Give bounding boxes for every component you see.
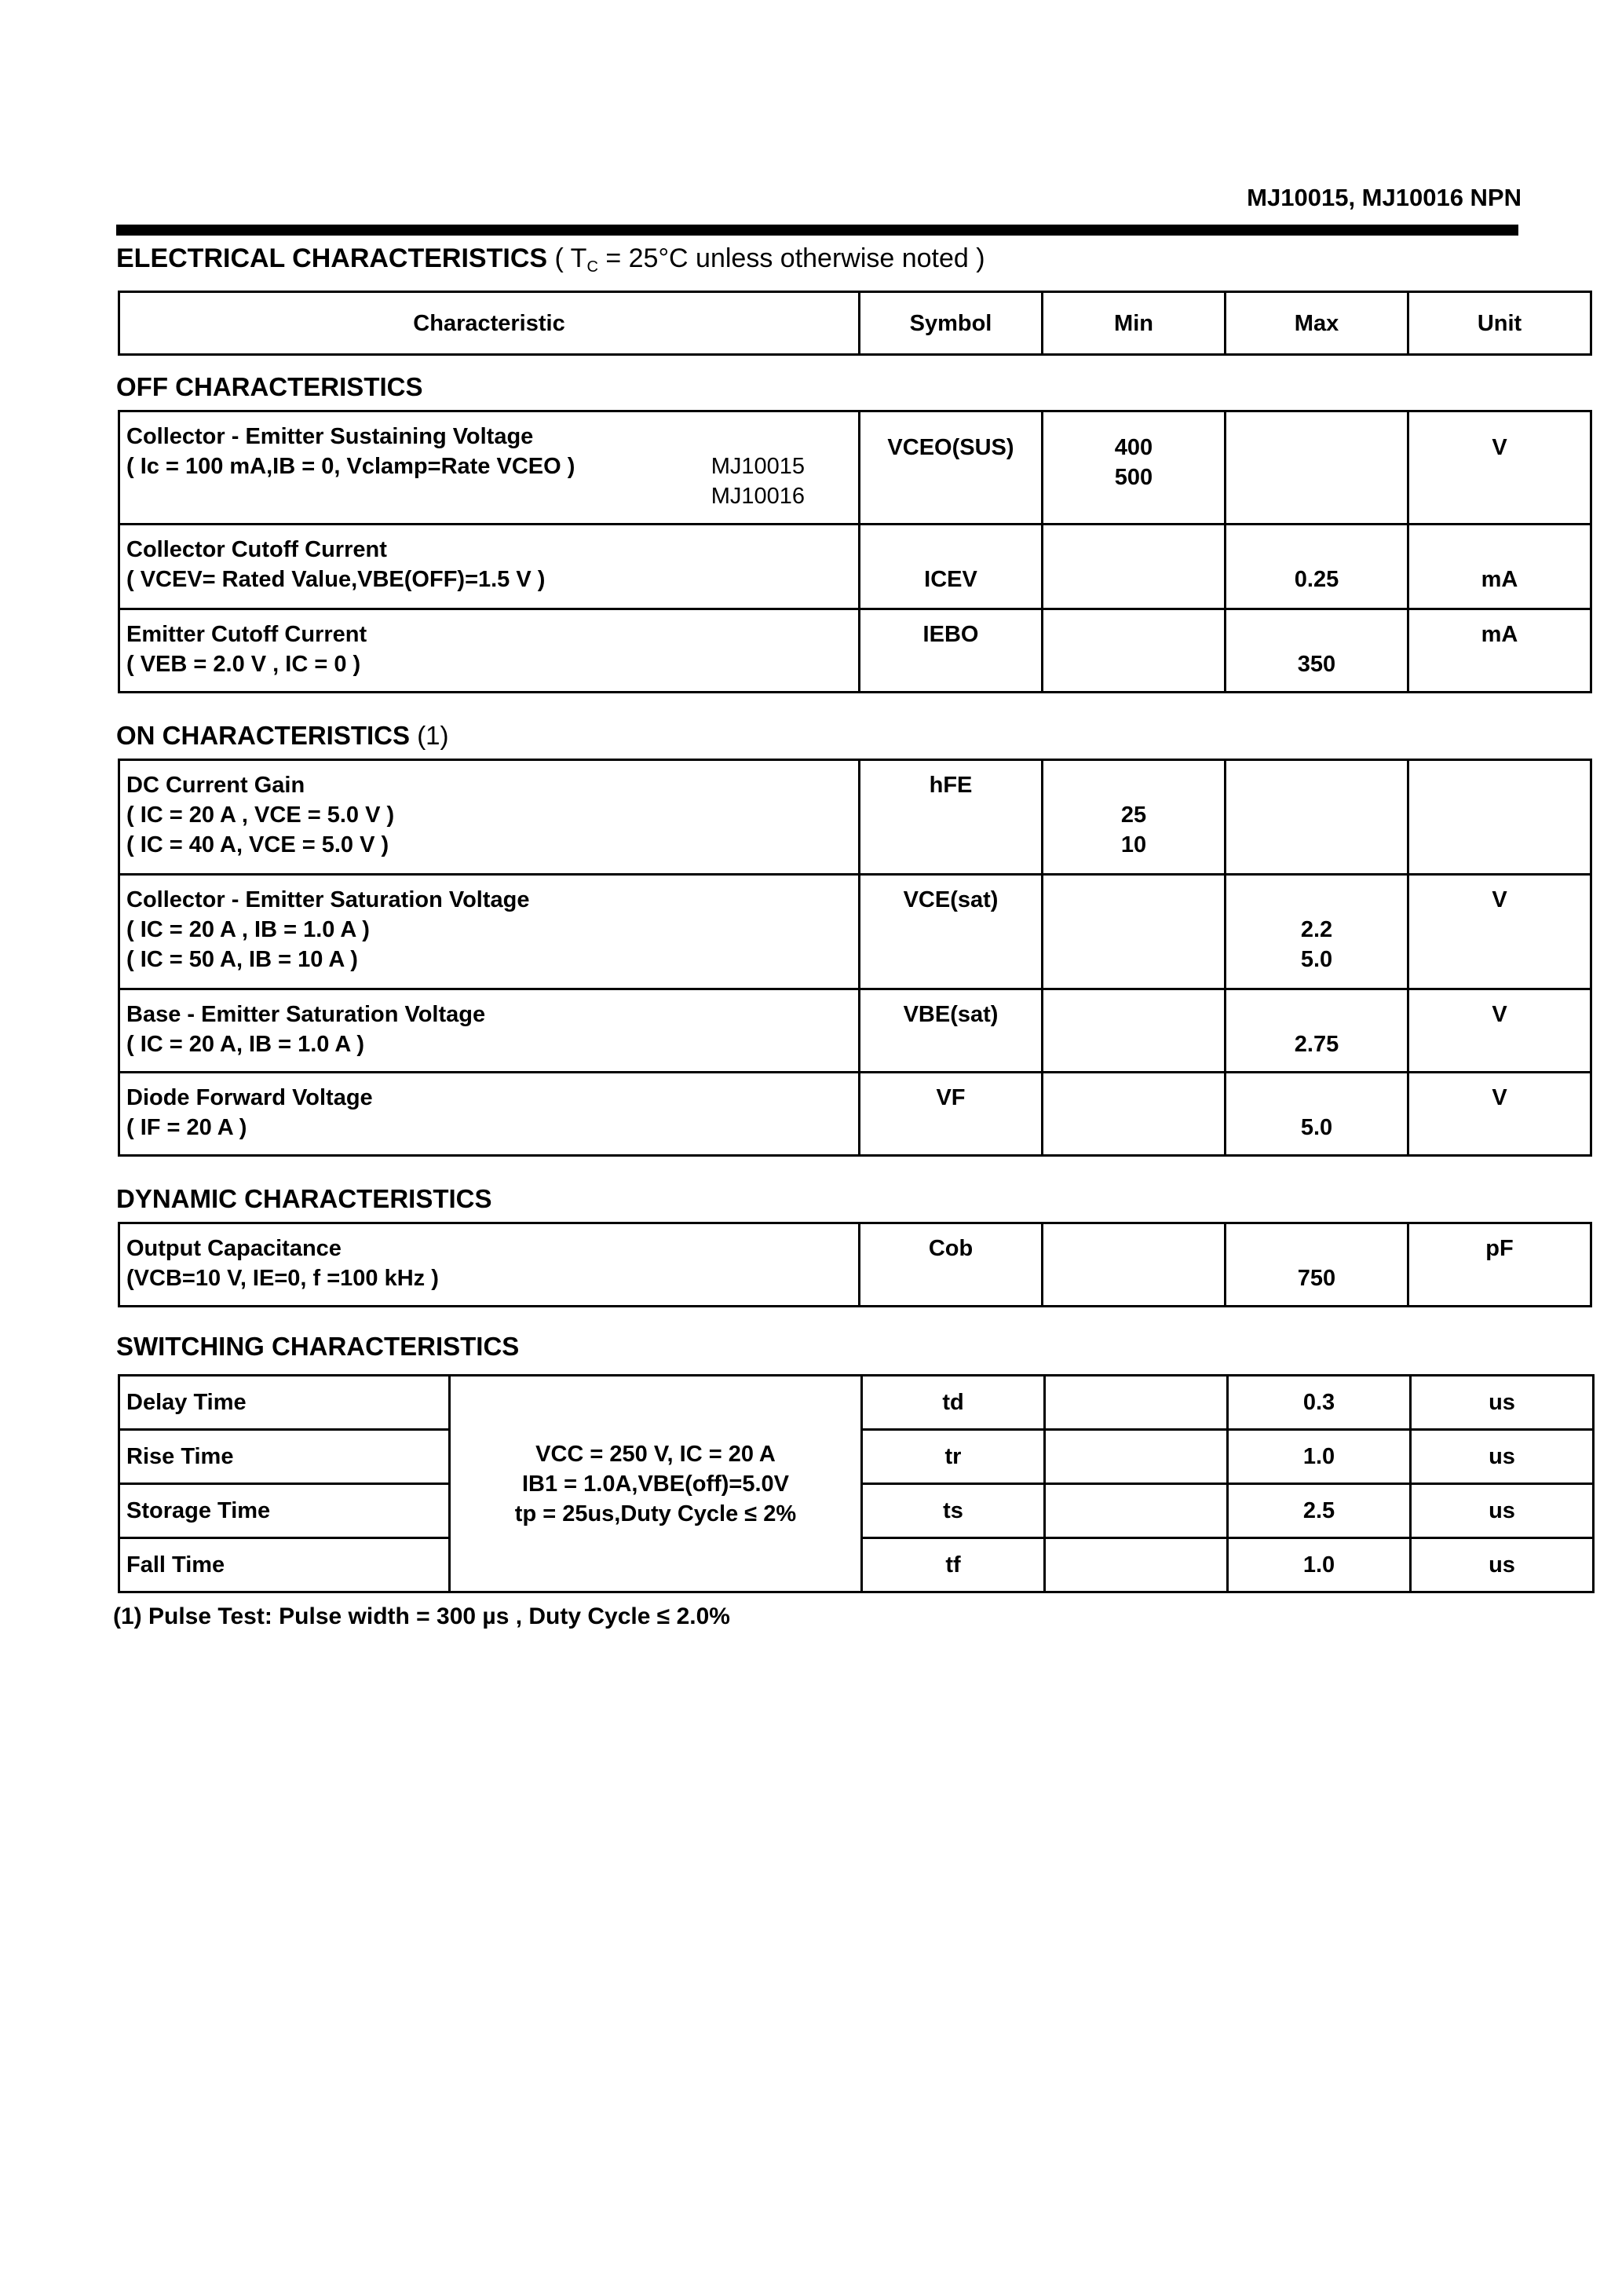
document-heading [116, 243, 985, 274]
max-cell: 2.75 [1226, 989, 1408, 1073]
unit-cell: V [1408, 1073, 1591, 1156]
device-label: MJ10015 [711, 454, 805, 479]
heading-main: ELECTRICAL CHARACTERISTICS [116, 243, 548, 273]
unit-cell: us [1411, 1430, 1594, 1484]
unit-cell [1408, 760, 1591, 875]
symbol-cell: Cob [860, 1223, 1043, 1307]
page-title: MJ10015, MJ10016 NPN [1247, 184, 1522, 211]
max-cell: 1.0 [1228, 1538, 1411, 1592]
on-table [118, 759, 1592, 1157]
char-name: Collector - Emitter Sustaining Voltage [126, 424, 534, 449]
min-cell [1043, 609, 1226, 693]
max-cell: 2.2 5.0 [1226, 875, 1408, 989]
unit-cell: mA [1408, 525, 1591, 609]
sw-char-cell: Rise Time [119, 1430, 450, 1484]
header-characteristic: Characteristic [119, 292, 860, 355]
symbol-cell: hFE [860, 760, 1043, 875]
header-table [118, 291, 1592, 356]
device-label: MJ10016 [711, 484, 805, 509]
char-condition: ( IF = 20 A ) [126, 1115, 247, 1140]
unit-cell: mA [1408, 609, 1591, 693]
max-cell: 350 [1226, 609, 1408, 693]
max-cell: 2.5 [1228, 1484, 1411, 1538]
symbol-cell: tf [862, 1538, 1045, 1592]
heading-condition: ( $T_C = 25^\circ C$ unless otherwise noted ) [554, 243, 985, 276]
char-condition: ( IC = 20 A, IB = 1.0 A ) [126, 1032, 364, 1057]
sw-char-cell: Delay Time [119, 1376, 450, 1430]
char-cell [119, 760, 860, 875]
char-condition: ( Ic = 100 mA,IB = 0, Vclamp=Rate VCEO ) [126, 454, 575, 479]
symbol-cell: VCEO(SUS) [860, 411, 1043, 525]
header-max: Max [1226, 292, 1408, 355]
char-cell [119, 989, 860, 1073]
symbol-cell: ts [862, 1484, 1045, 1538]
dynamic-table [118, 1222, 1592, 1307]
unit-cell: V [1408, 411, 1591, 525]
sw-char-cell: Storage Time [119, 1484, 450, 1538]
header-rule [116, 225, 1518, 236]
table-row [119, 989, 1591, 1073]
table-row [119, 1376, 1594, 1430]
min-cell [1043, 1223, 1226, 1307]
max-cell [1226, 760, 1408, 875]
max-cell: 0.25 [1226, 525, 1408, 609]
table-row [119, 1073, 1591, 1156]
char-name: Collector Cutoff Current [126, 537, 387, 562]
sw-condition: VCC = 250 V, IC = 20 A [535, 1441, 776, 1467]
char-condition: ( VEB = 2.0 V , IC = 0 ) [126, 652, 361, 677]
header-unit: Unit [1408, 292, 1591, 355]
sw-condition: tp = 25us,Duty Cycle ≤ 2% [514, 1501, 797, 1526]
symbol-cell: VCE(sat) [860, 875, 1043, 989]
char-name: DC Current Gain [126, 773, 305, 798]
header-min: Min [1043, 292, 1226, 355]
char-cell [119, 525, 860, 609]
footnote: (1) Pulse Test: Pulse width = 300 µs , Duty Cycle ≤ 2.0% [113, 1603, 730, 1629]
char-condition: ( IC = 20 A , IB = 1.0 A ) [126, 917, 370, 942]
switching-section-title: SWITCHING CHARACTERISTICS [116, 1332, 520, 1361]
char-name: Diode Forward Voltage [126, 1085, 373, 1110]
char-name: Output Capacitance [126, 1236, 342, 1261]
table-row [119, 609, 1591, 693]
char-condition: ( IC = 50 A, IB = 10 A ) [126, 947, 358, 972]
char-condition: (VCB=10 V, IE=0, f =100 kHz ) [126, 1266, 439, 1291]
char-name: Base - Emitter Saturation Voltage [126, 1002, 486, 1027]
off-section-title: OFF CHARACTERISTICS [116, 372, 423, 401]
max-cell: 750 [1226, 1223, 1408, 1307]
switching-table [118, 1374, 1595, 1593]
table-row [119, 875, 1591, 989]
char-cell [119, 1073, 860, 1156]
min-cell [1043, 1073, 1226, 1156]
unit-cell: pF [1408, 1223, 1591, 1307]
max-cell [1226, 411, 1408, 525]
sw-conditions-cell [450, 1376, 862, 1592]
max-cell: 1.0 [1228, 1430, 1411, 1484]
symbol-cell: VBE(sat) [860, 989, 1043, 1073]
header-symbol: Symbol [860, 292, 1043, 355]
off-table [118, 410, 1592, 693]
char-cell [119, 609, 860, 693]
min-cell: 400 500 [1043, 411, 1226, 525]
char-name: Collector - Emitter Saturation Voltage [126, 887, 530, 912]
char-condition: ( IC = 20 A , VCE = 5.0 V ) [126, 803, 395, 828]
symbol-cell: ICEV [860, 525, 1043, 609]
on-section-title: ON CHARACTERISTICS (1) [116, 721, 449, 750]
table-row [119, 525, 1591, 609]
min-cell [1045, 1484, 1228, 1538]
char-cell [119, 1223, 860, 1307]
char-cell [119, 411, 860, 525]
device-labels [711, 452, 805, 511]
symbol-cell: td [862, 1376, 1045, 1430]
min-cell [1045, 1538, 1228, 1592]
symbol-cell: VF [860, 1073, 1043, 1156]
min-cell [1043, 989, 1226, 1073]
char-condition: ( VCEV= Rated Value,VBE(OFF)=1.5 V ) [126, 567, 546, 592]
table-row [119, 1223, 1591, 1307]
table-row [119, 411, 1591, 525]
char-name: Emitter Cutoff Current [126, 622, 367, 647]
min-cell [1045, 1376, 1228, 1430]
unit-cell: us [1411, 1376, 1594, 1430]
min-cell [1045, 1430, 1228, 1484]
unit-cell: V [1408, 989, 1591, 1073]
unit-cell: us [1411, 1484, 1594, 1538]
sw-char-cell: Fall Time [119, 1538, 450, 1592]
max-cell: 0.3 [1228, 1376, 1411, 1430]
table-row [119, 760, 1591, 875]
dynamic-section-title: DYNAMIC CHARACTERISTICS [116, 1184, 492, 1213]
min-cell [1043, 875, 1226, 989]
sw-condition: IB1 = 1.0A,VBE(off)=5.0V [521, 1471, 790, 1497]
symbol-cell: tr [862, 1430, 1045, 1484]
max-cell: 5.0 [1226, 1073, 1408, 1156]
min-cell: 25 10 [1043, 760, 1226, 875]
char-condition: ( IC = 40 A, VCE = 5.0 V ) [126, 832, 389, 857]
min-cell [1043, 525, 1226, 609]
unit-cell: V [1408, 875, 1591, 989]
char-cell [119, 875, 860, 989]
unit-cell: us [1411, 1538, 1594, 1592]
symbol-cell: IEBO [860, 609, 1043, 693]
